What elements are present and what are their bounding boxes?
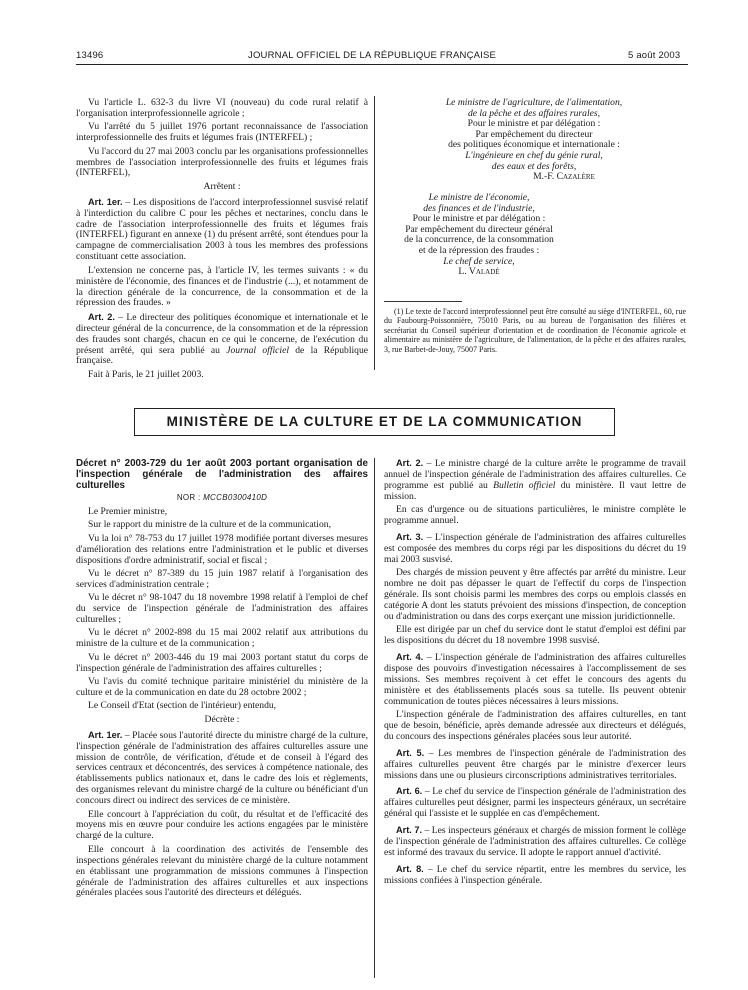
visa-paragraph: Vu l'accord du 27 mai 2003 conclu par les organisations professionnelles membres de l'association interprofessionnelle des fruits et légumes frais (INTERFEL),: [76, 145, 368, 179]
signature-agriculture: Le ministre de l'agriculture, de l'alimentation, de la pêche et des affaires rurales, Pour le ministre et par délégation : Par empêchement du directeur des politiques économique et internationale : L'ingénieure en chef du génie rural, des eaux et des forêts, M.-F. Cazalère: [384, 98, 684, 183]
arrete-text: [76, 98, 368, 384]
arretent-heading: Arrêtent :: [203, 180, 241, 192]
visa-paragraph: Vu la loi n° 78-753 du 17 juillet 1978 modifiée portant diverses mesures d'amélioration des relations entre l'administration et le public et diverses dispositions d'ordre administratif, social et fiscal ;: [76, 532, 368, 566]
visa-paragraph: Vu le décret n° 2003-446 du 19 mai 2003 portant statut du corps de l'inspection générale de l'administration des affaires culturelles ;: [76, 651, 368, 674]
decree-article-1: Art. 1er. – Placée sous l'autorité directe du ministre chargé de la culture, l'inspection générale de l'administration des affaires culturelles assure une mission de contrôle, de vérification, d'étude et de conseil à l'égard des services centraux et déconcentrés, des services à compétence nationale, des établissements publics nationaux et, dans le cadre des lois et règlements, des organismes relevant du ministre chargé de la culture ou bénéficiant d'un concours direct ou indirect des services de ce ministère.: [76, 729, 368, 807]
decree-article-1-paragraph: Elle concourt à l'appréciation du coût, du résultat et de l'efficacité des moyens mis en œuvre pour conduire les actions engagées par le ministère chargé de la culture.: [76, 808, 368, 842]
signatory-name: L. Valadé: [458, 266, 500, 278]
decrete-heading: Décrète :: [204, 713, 240, 725]
nor-reference: NOR : MCCB0300410D: [176, 493, 268, 502]
visa-paragraph: Vu le décret n° 98-1047 du 18 novembre 1998 relatif à l'emploi de chef du service de l'inspection générale de l'administration des affaires culturelles ;: [76, 592, 368, 626]
signature-economie: Le ministre de l'économie, des finances et de l'industrie, Pour le ministre et par délégation : Par empêchement du directeur général de la concurrence, de la consommation et de la répression des fraudes : Le chef de service, L. Valadé: [384, 193, 574, 278]
column-divider: [374, 96, 375, 370]
decree-article-3: Art. 3. – L'inspection générale de l'administration des affaires culturelles est composée des membres du corps régi par les dispositions du décret du 19 mai 2003 susvisé.: [384, 531, 686, 565]
decree-article-8: Art. 8. – Le chef du service répartit, entre les membres du service, les missions confiées à l'inspection générale.: [384, 863, 687, 886]
decree-article-6: Art. 6. – Le chef du service de l'inspection générale de l'administration des affaires culturelles peut désigner, parmi les inspecteurs généraux, un secrétaire général qui l'assiste et le supplée en cas d'empêchement.: [384, 786, 686, 820]
header-rule: [76, 64, 688, 65]
visa-paragraph: Vu le décret n° 2002-898 du 15 mai 2002 relatif aux attributions du ministre de la culture et de la communication ;: [76, 627, 368, 650]
decree-article-3-paragraph: Elle est dirigée par un chef du service dont le statut d'emploi est défini par les dispositions du décret du 18 novembre 1998 susvisé.: [384, 624, 686, 647]
visa-paragraph: Vu l'article L. 632-3 du livre VI (nouveau) du code rural relatif à l'organisation interprofessionnelle agricole ;: [76, 97, 368, 119]
footnote: (1) Le texte de l'accord interprofessionnel peut être consulté au siège d'INTERFEL, 60, rue du Faubourg-Poissonnière, 75010 Paris, ou au bureau de l'organisation des filières et secrétariat du Conseil supérieur d'orientation et de coordination de l'économie agricole et alimentaire au ministère de l'agriculture, de l'alimentation, de la pêche et des affaires rurales, 3, rue Barbet-de-Jouy, 75007 Paris.: [384, 307, 686, 354]
decree-title: Décret n° 2003-729 du 1er août 2003 portant organisation de l'inspection générale de l'administration des affaires culturelles: [76, 458, 368, 491]
premier-ministre: Le Premier ministre,: [88, 505, 168, 517]
footnote-rule: [384, 301, 462, 302]
decree-right-column: [384, 458, 686, 889]
decree-article-5: Art. 5. – Les membres de l'inspection générale de l'administration des affaires culturelles peuvent être chargés par le ministre d'exercer leurs missions dans une ou plusieurs circonscriptions administratives territoriales.: [384, 747, 686, 781]
article-1-extension: L'extension ne concerne pas, à l'article IV, les termes suivants : « du ministère de l'économie, des finances et de l'industrie (...), et notamment de la direction générale de la concurrence, de la consommation et de la répression des fraudes. »: [76, 264, 368, 309]
decree-article-4-paragraph: L'inspection générale de l'administration des affaires culturelles, en tant que de besoin, bénéficie, après demande adressée aux directeurs et délégués, du concours des inspections générales placées sous leur autorité.: [384, 709, 686, 742]
visa-paragraph: Le Conseil d'Etat (section de l'intérieur) entendu,: [88, 700, 277, 712]
decree-article-1-paragraph: Elle concourt à la coordination des activités de l'ensemble des inspections générales relevant du ministère chargé de la culture notamment en établissant une programmation de missions communes à l'inspection générale de l'administration des affaires culturelles et aux inspections générales placées sous l'autorité des directeurs et délégués.: [76, 843, 368, 899]
issue-date: 5 août 2003: [628, 50, 681, 61]
ministry-heading: MINISTÈRE DE LA CULTURE ET DE LA COMMUNICATION: [134, 408, 615, 436]
decree-article-4: Art. 4. – L'inspection générale de l'administration des affaires culturelles dispose des pouvoirs d'investigation nécessaires à l'accomplissement de ses missions. Ses membres reçoivent à cet effet le concours des agents du ministère et des établissements placés sous sa tutelle. Ils peuvent obtenir communication de toutes pièces nécessaires à leurs missions.: [384, 652, 686, 707]
signatory-name: M.-F. Cazalère: [533, 171, 595, 183]
visa-paragraph: Sur le rapport du ministre de la culture et de la communication,: [88, 519, 331, 531]
column-divider: [374, 458, 375, 978]
visa-paragraph: Vu l'arrêté du 5 juillet 1976 portant reconnaissance de l'association interprofessionnelle des fruits et légumes frais (INTERFEL) ;: [76, 121, 368, 144]
decree-article-3-paragraph: Des chargés de mission peuvent y être affectés par arrêté du ministre. Leur nombre ne doit pas dépasser le quart de l'effectif du corps de l'inspection générale. Ils sont choisis parmi les membres des corps ou emplois classés en catégorie A dont les statuts prévoient des missions d'inspection, de conception ou d'administration ou dans des corps exerçant une mission juridictionnelle.: [384, 567, 686, 622]
article-1: Art. 1er. – Les dispositions de l'accord interprofessionnel susvisé relatif à l'interdiction du calibre C pour les pêches et nectarines, conclu dans le cadre de l'association interprofessionnelle des fruits et légumes frais (INTERFEL) figurant en annexe (1) du présent arrêté, sont étendues pour la campagne de commercialisation 2003 à tous les membres des professions constituant cette association.: [76, 196, 368, 263]
decree-left-column: [76, 458, 368, 902]
article-2: Art. 2. – Le directeur des politiques économique et internationale et le directeur général de la concurrence, de la consommation et de la répression des fraudes sont chargés, chacun en ce qui le concerne, de l'exécution du présent arrêté, qui sera publié au Journal officiel de la République française.: [76, 311, 368, 367]
visa-paragraph: Vu l'avis du comité technique paritaire ministériel du ministère de la culture et de la communication en date du 28 octobre 2002 ;: [76, 676, 368, 698]
fait-a-paris: Fait à Paris, le 21 juillet 2003.: [88, 369, 204, 381]
page-number: 13496: [76, 50, 104, 61]
journal-title: JOURNAL OFFICIEL DE LA RÉPUBLIQUE FRANÇAISE: [248, 50, 497, 61]
decree-article-7: Art. 7. – Les inspecteurs généraux et chargés de mission forment le collège de l'inspection générale de l'administration des affaires culturelles. Ce collège est informé des travaux du service. Il adopte le rapport annuel d'activité.: [384, 825, 686, 858]
decree-article-2-paragraph: En cas d'urgence ou de situations particulières, le ministre complète le programme annuel.: [384, 504, 686, 527]
decree-article-2: Art. 2. – Le ministre chargé de la culture arrête le programme de travail annuel de l'inspection générale de l'administration des affaires culturelles. Ce programme est publié au Bulletin officiel du ministère. Il vaut lettre de mission.: [384, 458, 686, 502]
visa-paragraph: Vu le décret n° 87-389 du 15 juin 1987 relatif à l'organisation des services d'administration centrale ;: [76, 567, 368, 590]
